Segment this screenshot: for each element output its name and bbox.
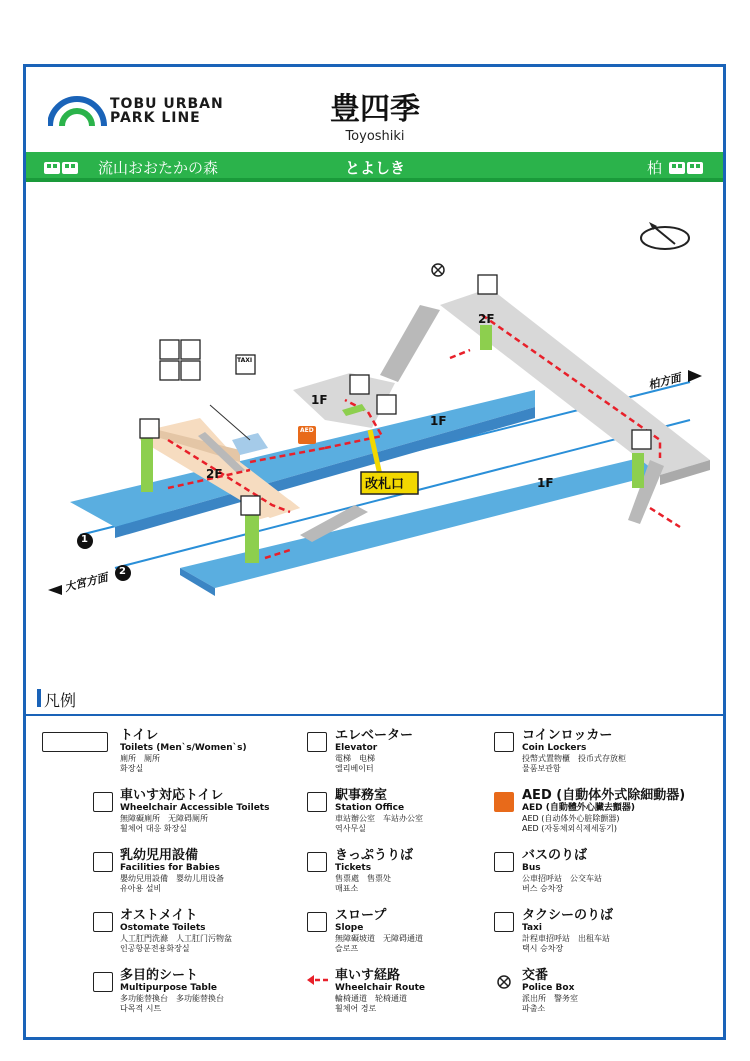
legend-police-ko: 파출소 — [522, 1004, 546, 1013]
legend-lockers-ko: 물품보관함 — [522, 764, 561, 773]
elevator-shaft-4 — [632, 453, 644, 488]
direction-omiya: 大宮方面 — [63, 570, 110, 595]
legend-office-ko: 역사무실 — [335, 824, 366, 833]
right-destination: 柏 — [647, 159, 663, 177]
legend-elevator-en: Elevator — [335, 743, 378, 753]
legend-office — [335, 789, 423, 834]
track-2-label: 2 — [119, 566, 126, 577]
legend-aed-en: AED (自動體外心臟去顫器) — [522, 803, 635, 813]
legend-wheelchair-toilets-en: Wheelchair Accessible Toilets — [120, 803, 270, 813]
wheelchair-toilet-icon — [93, 792, 113, 812]
elevator-icon — [307, 732, 327, 752]
floor-2f-right: 2F — [478, 312, 495, 326]
legend-slope-ko: 슬로프 — [335, 944, 359, 953]
legend-multipurpose — [120, 969, 224, 1014]
legend-ostomate-zh: 人工肛門洗滌 人工肛门污物盆 — [120, 934, 232, 943]
taxi-badge: TAXI — [237, 357, 253, 364]
ostomate-icon — [93, 912, 113, 932]
station-roman: Toyoshiki — [345, 129, 405, 144]
floor-2f-left: 2F — [206, 467, 223, 481]
elevator-shaft-1 — [141, 438, 153, 492]
direction-kashiwa: 柏方面 — [647, 371, 683, 392]
legend-ostomate — [120, 909, 232, 954]
legend-aed-ko: AED (자동체외식제세동기) — [522, 824, 618, 833]
legend-tickets-en: Tickets — [335, 863, 372, 873]
legend-toilets-zh: 廁所 厕所 — [120, 754, 160, 763]
legend-baby — [120, 849, 224, 894]
legend-route-zh: 輪椅通道 轮椅通道 — [335, 994, 407, 1003]
legend-lockers — [522, 729, 626, 774]
police-box-icon — [432, 264, 444, 276]
legend-lockers-zh: 投幣式置物櫃 投币式存放柜 — [522, 754, 626, 763]
multipurpose-table-icon — [93, 972, 113, 992]
stairs-north — [380, 305, 440, 382]
legend-elevator-zh: 電梯 电梯 — [335, 754, 375, 763]
legend-tickets-zh: 售票處 售票处 — [335, 874, 391, 883]
legend-wheelchair-toilets-ko: 휠체어 대응 화장실 — [120, 824, 187, 833]
legend-baby-en: Facilities for Babies — [120, 863, 220, 873]
bus-icon — [494, 852, 514, 872]
legend-taxi-en: Taxi — [522, 923, 542, 933]
legend-elevator — [335, 729, 413, 774]
track-1-label: 1 — [81, 534, 88, 545]
toilets-icon — [42, 732, 108, 752]
legend-taxi-ja: タクシーのりば — [522, 908, 614, 923]
floor-1f-platform2: 1F — [537, 476, 554, 490]
legend-elevator-ko: 엘리베이터 — [335, 764, 374, 773]
legend-baby-ko: 유아용 설비 — [120, 884, 162, 893]
legend-baby-ja: 乳幼児用設備 — [120, 848, 199, 863]
legend-tickets-ja: きっぷうりば — [335, 848, 414, 863]
floor-1f-office: 1F — [311, 393, 328, 407]
legend-route — [335, 969, 425, 1014]
station-map — [26, 182, 723, 687]
station-kana: とよしき — [344, 159, 405, 177]
legend-toilets — [120, 729, 247, 774]
coin-locker-icon — [494, 732, 514, 752]
legend-slope-ja: スロープ — [335, 908, 387, 923]
aed-legend-icon — [494, 792, 514, 812]
taxi-icon — [494, 912, 514, 932]
elevator-shaft-3 — [480, 325, 492, 350]
legend-taxi-zh: 計程車招呼站 出租车站 — [522, 934, 610, 943]
compass-icon — [641, 222, 689, 249]
legend-police-zh: 派出所 警务室 — [522, 994, 578, 1003]
legend-ostomate-ja: オストメイト — [120, 908, 198, 923]
brand-line1: TOBU URBAN — [110, 96, 224, 112]
aed-badge: AED — [300, 427, 314, 434]
legend-slope-en: Slope — [335, 923, 364, 933]
legend-ostomate-en: Ostomate Toilets — [120, 923, 206, 933]
legend-police — [522, 969, 578, 1014]
legend-bus-ko: 버스 승차장 — [522, 884, 564, 893]
legend-route-ja: 車いす経路 — [335, 968, 401, 983]
legend-toilets-ja: トイレ — [120, 728, 159, 743]
legend-route-ko: 휠체어 경로 — [335, 1004, 377, 1013]
legend-office-zh: 車站辦公室 车站办公室 — [335, 814, 423, 823]
legend-police-ja: 交番 — [522, 968, 549, 983]
legend-ostomate-ko: 인공항문전용화장실 — [120, 944, 190, 953]
legend-slope-zh: 無障礙坡道 无障碍通道 — [335, 934, 423, 943]
legend-aed-zh: AED (自动体外心脏除颤器) — [522, 814, 620, 823]
legend-tickets — [335, 849, 413, 894]
legend-aed — [522, 789, 685, 834]
legend-aed-ja: AED (自動体外式除細動器) — [522, 788, 686, 803]
legend-taxi — [522, 909, 613, 954]
slope-icon — [307, 912, 327, 932]
legend-slope — [335, 909, 423, 954]
tickets-icon — [307, 852, 327, 872]
legend-tickets-ko: 매표소 — [335, 884, 359, 893]
legend-lockers-ja: コインロッカー — [522, 728, 613, 743]
station-office-icon — [307, 792, 327, 812]
legend-route-en: Wheelchair Route — [335, 983, 426, 993]
legend-baby-zh: 嬰幼兒用設備 婴幼儿用设备 — [120, 874, 224, 883]
police-box-legend-icon — [496, 974, 512, 990]
legend-wheelchair-toilets-ja: 車いす対応トイレ — [120, 788, 224, 803]
legend-wheelchair-toilets-zh: 無障礙廁所 无障碍厕所 — [120, 814, 208, 823]
arrow-omiya — [48, 585, 62, 595]
baby-facility-icon — [93, 852, 113, 872]
station-name: 豊四季 — [330, 92, 420, 127]
legend-lockers-en: Coin Lockers — [522, 743, 587, 753]
gate-label: 改札口 — [365, 477, 405, 492]
legend-elevator-ja: エレベーター — [335, 728, 414, 743]
wheelchair-route-icon — [307, 974, 331, 986]
legend-toilets-ko: 화장실 — [120, 764, 144, 773]
floor-1f-platform1: 1F — [430, 414, 447, 428]
legend-divider — [26, 714, 723, 716]
elevator-shaft-2 — [245, 513, 259, 563]
arrow-kashiwa — [688, 370, 702, 382]
legend-office-en: Station Office — [335, 803, 405, 813]
brand-line2: PARK LINE — [110, 110, 201, 126]
legend-bus-en: Bus — [522, 863, 541, 873]
left-destination: 流山おおたかの森 — [98, 159, 219, 177]
legend-taxi-ko: 택시 승차장 — [522, 944, 564, 953]
legend-multipurpose-ko: 다목적 시트 — [120, 1004, 162, 1013]
legend-wheelchair-toilets — [120, 789, 269, 834]
legend-title: 凡例 — [44, 688, 76, 711]
legend-bus-zh: 公車招呼站 公交车站 — [522, 874, 602, 883]
legend-bus-ja: バスのりば — [522, 848, 588, 863]
legend-multipurpose-en: Multipurpose Table — [120, 983, 218, 993]
legend-bus — [522, 849, 602, 894]
legend-multipurpose-zh: 多功能替換台 多功能替换台 — [120, 994, 224, 1003]
legend-multipurpose-ja: 多目的シート — [120, 968, 199, 983]
legend-office-ja: 駅事務室 — [335, 788, 388, 803]
legend-toilets-en: Toilets (Men`s/Women`s) — [120, 743, 247, 753]
legend-police-en: Police Box — [522, 983, 575, 993]
